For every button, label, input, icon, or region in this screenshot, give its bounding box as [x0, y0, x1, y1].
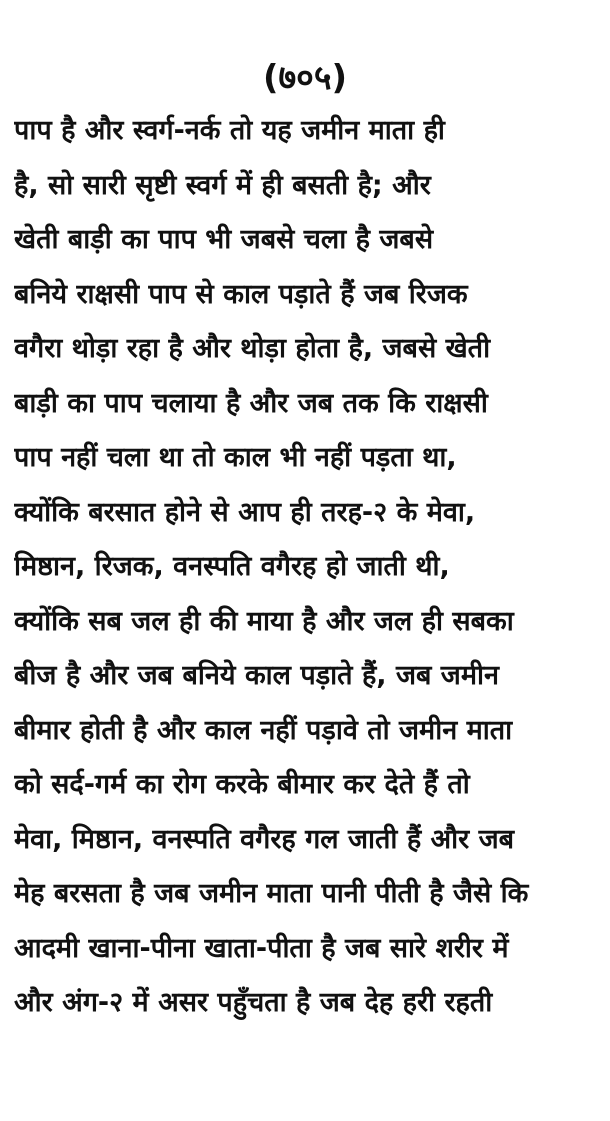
body-text: [14, 104, 600, 1031]
text-line: और अंग-२ में असर पहुँचता है जब देह हरी रहती: [14, 987, 493, 1018]
text-line: मिष्ठान, रिजक, वनस्पति वगैरह हो जाती थी,: [14, 551, 450, 582]
text-line: आदमी खाना-पीना खाता-पीता है जब सारे शरीर में: [14, 932, 509, 964]
page-number: (७०५): [262, 58, 348, 98]
text-line: बीमार होती है और काल नहीं पड़ावे तो जमीन माता: [14, 714, 513, 746]
text-line: को सर्द-गर्म का रोग करके बीमार कर देते हैं तो: [14, 769, 470, 800]
text-line: मेह बरसता है जब जमीन माता पानी पीती है जैसे कि: [14, 878, 529, 909]
text-line: क्योंकि बरसात होने से आप ही तरह-२ के मेवा,: [14, 496, 476, 528]
text-line: है, सो सारी सृष्टी स्वर्ग में ही बसती है; और: [14, 169, 431, 201]
text-line: पाप है और स्वर्ग-नर्क तो यह जमीन माता ही: [14, 115, 445, 146]
text-line: खेती बाड़ी का पाप भी जबसे चला है जबसे: [14, 224, 434, 255]
text-line: बीज है और जब बनिये काल पड़ाते हैं, जब जमीन: [14, 660, 499, 691]
text-line: मेवा, मिष्ठान, वनस्पति वगैरह गल जाती हैं और जब: [14, 823, 515, 855]
text-line: बनिये राक्षसी पाप से काल पड़ाते हैं जब रिजक: [14, 278, 468, 310]
text-line: पाप नहीं चला था तो काल भी नहीं पड़ता था,: [14, 442, 457, 473]
text-line: बाड़ी का पाप चलाया है और जब तक कि राक्षसी: [14, 387, 488, 419]
text-line: वगैरा थोड़ा रहा है और थोड़ा होता है, जबसे खेती: [14, 333, 491, 364]
text-line: क्योंकि सब जल ही की माया है और जल ही सबका: [14, 605, 514, 637]
